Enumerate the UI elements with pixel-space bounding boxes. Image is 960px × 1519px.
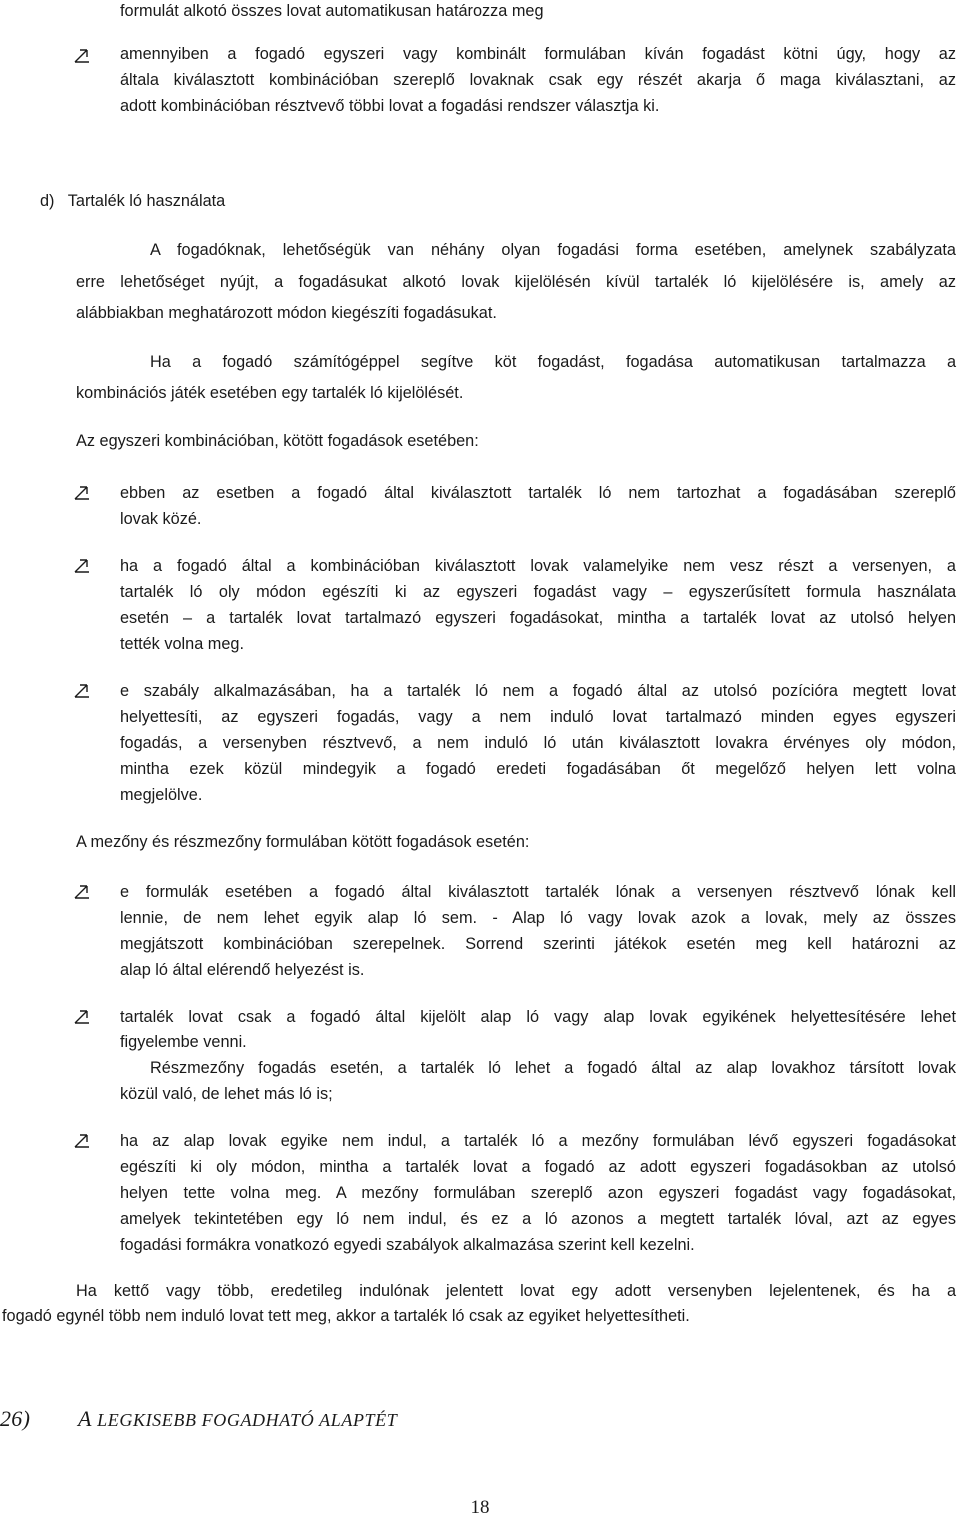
paragraph-line: alábbiakban meghatározott módon kiegészíti fogadásukat. xyxy=(76,304,497,322)
chapter-title: LEGKISEBB FOGADHATÓ ALAPTÉT xyxy=(97,1410,398,1430)
bullet-text-line: amelyek tekintetében egy ló nem indul, és ez a ló azonos a megtett tartalék lóval, azt az egyes xyxy=(120,1210,956,1228)
page-number: 18 xyxy=(470,1497,490,1518)
paragraph-line: Az egyszeri kombinációban, kötött fogadások esetében: xyxy=(76,432,479,450)
bullet-text-line: egészíti ki oly módon, mintha a tartalék lovat a fogadó az adott egyszeri fogadásokban az utolsó xyxy=(120,1158,956,1176)
section-heading: d) Tartalék ló használata xyxy=(40,192,226,210)
bullet-text-line: fogadás, a versenyben résztvevő, a nem induló ló után kiválasztott lovakra érvényes oly módon, xyxy=(120,734,956,752)
bullet-text-line: közül való, de lehet más ló is; xyxy=(120,1085,333,1103)
bullet-text-line: adott kombinációban résztvevő többi lovat a fogadási rendszer választja ki. xyxy=(120,97,660,115)
bullet-text-line: e formulák esetében a fogadó által kiválasztott tartalék lónak a versenyen résztvevő lónak kell xyxy=(120,883,956,901)
bullet-text-line: figyelembe venni. xyxy=(120,1033,247,1051)
arrow-bullet-icon xyxy=(72,46,92,66)
paragraph-line: A fogadóknak, lehetőségük van néhány olyan fogadási forma esetében, amelynek szabályzata xyxy=(150,241,956,259)
arrow-bullet-icon xyxy=(72,1007,92,1027)
text-line: formulát alkotó összes lovat automatikusan határozza meg xyxy=(120,2,544,20)
paragraph-line: A mezőny és részmezőny formulában kötött fogadások esetén: xyxy=(76,833,530,851)
bullet-text-line: amennyiben a fogadó egyszeri vagy kombinált formulában kíván fogadást kötni úgy, hogy az xyxy=(120,45,956,63)
paragraph-line: erre lehetőséget nyújt, a fogadásukat alkotó lovak kijelölésén kívül tartalék ló kijelölésére is, amely az xyxy=(76,273,956,291)
chapter-heading xyxy=(0,1405,397,1434)
bullet-text-line: alap ló által elérendő helyezést is. xyxy=(120,961,365,979)
bullet-text-line: helyen tette volna meg. A mezőny formulában szereplő azon egyszeri fogadást vagy fogadásokat, xyxy=(120,1184,956,1202)
bullet-text-line: ha a fogadó által a kombinációban kiválasztott lovak valamelyike nem vesz részt a versenyen, a xyxy=(120,557,956,575)
bullet-text-line: Részmezőny fogadás esetén, a tartalék ló lehet a fogadó által az alap lovakhoz társított lovak xyxy=(150,1059,956,1077)
bullet-text-line: helyettesíti, az egyszeri fogadás, vagy a nem induló lovat tartalmazó minden egyes egyszeri xyxy=(120,708,956,726)
chapter-title-initial: A xyxy=(78,1406,92,1431)
bullet-text-line: tartalék ló oly módon egészíti ki az egyszeri fogadást vagy – egyszerűsített formula használata xyxy=(120,583,956,601)
bullet-text-line: mintha ezek közül mindegyik a fogadó eredeti fogadásában őt megelőző helyen lett volna xyxy=(120,760,956,778)
bullet-text-line: esetén – a tartalék lovat tartalmazó egyszeri fogadásokat, mintha a tartalék lovat az utolsó helyen xyxy=(120,609,956,627)
bullet-text-line: ebben az esetben a fogadó által kiválasztott tartalék ló nem tartozhat a fogadásában szereplő xyxy=(120,484,956,502)
arrow-bullet-icon xyxy=(72,483,92,503)
bullet-text-line: megjátszott kombinációban szerepelnek. Sorrend szerinti játékok esetén meg kell határozni az xyxy=(120,935,956,953)
bullet-text-line: ha az alap lovak egyike nem indul, a tartalék ló a mezőny formulában lévő egyszeri fogadásokat xyxy=(120,1132,956,1150)
paragraph-line: Ha a fogadó számítógéppel segítve köt fogadást, fogadása automatikusan tartalmazza a xyxy=(150,353,956,371)
chapter-number: 26) xyxy=(0,1406,31,1431)
bullet-text-line: lovak közé. xyxy=(120,510,202,528)
arrow-bullet-icon xyxy=(72,882,92,902)
paragraph-line: Ha kettő vagy több, eredetileg indulónak jelentett lovat egy adott versenyben lejelentenek, és ha a xyxy=(76,1282,956,1300)
bullet-text-line: lennie, de nem lehet egyik alap ló sem. - Alap ló vagy lovak azok a lovak, mely az összes xyxy=(120,909,956,927)
bullet-text-line: fogadási formákra vonatkozó egyedi szabályok alkalmazása szerint kell kezelni. xyxy=(120,1236,695,1254)
arrow-bullet-icon xyxy=(72,681,92,701)
bullet-text-line: e szabály alkalmazásában, ha a tartalék ló nem a fogadó által az utolsó pozícióra megtett lovat xyxy=(120,682,956,700)
arrow-bullet-icon xyxy=(72,1131,92,1151)
paragraph-line: kombinációs játék esetében egy tartalék ló kijelölését. xyxy=(76,384,464,402)
paragraph-line: fogadó egynél több nem induló lovat tett meg, akkor a tartalék ló csak az egyiket helyettesítheti. xyxy=(2,1307,690,1325)
bullet-text-line: megjelölve. xyxy=(120,786,203,804)
arrow-bullet-icon xyxy=(72,556,92,576)
bullet-text-line: tették volna meg. xyxy=(120,635,244,653)
bullet-text-line: általa kiválasztott kombinációban szereplő lovaknak csak egy részét akarja ő maga kiválasztani, az xyxy=(120,71,956,89)
bullet-text-line: tartalék lovat csak a fogadó által kijelölt alap ló vagy alap lovak egyikének helyettesítésére lehet xyxy=(120,1008,956,1026)
